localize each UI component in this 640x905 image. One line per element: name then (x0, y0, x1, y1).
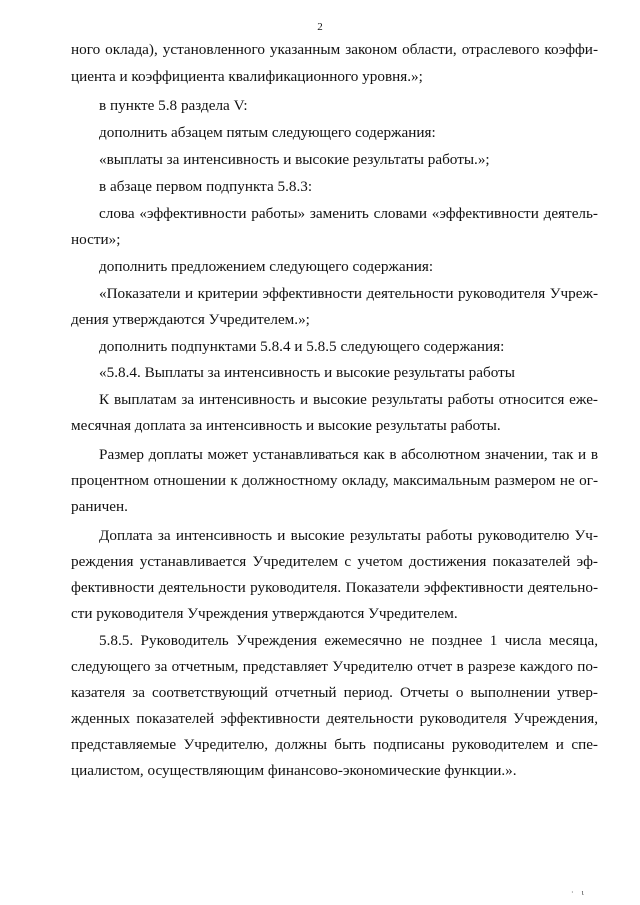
text-line: Размер доплаты может устанавливаться как в абсолютном значении, так и в (99, 446, 598, 463)
text-line: «5.8.4. Выплаты за интенсивность и высокие результаты работы (99, 364, 515, 381)
text-line: фективности деятельности руководителя. Показатели эффективности деятельно- (71, 579, 598, 596)
text-line: Доплата за интенсивность и высокие результаты работы руководителю Уч- (99, 527, 598, 544)
text-line: слова «эффективности работы» заменить словами «эффективности деятель- (99, 205, 598, 222)
text-line: в пункте 5.8 раздела V: (99, 97, 248, 114)
text-line: процентном отношении к должностному окладу, максимальным размером не ог- (71, 472, 598, 489)
text-line: циента и коэффициента квалификационного уровня.»; (71, 68, 423, 85)
text-line: жденных показателей эффективности деятельности руководителя Учреждения, (71, 710, 598, 727)
text-line: циалистом, осуществляющим финансово-экономические функции.». (71, 762, 517, 779)
text-line: «выплаты за интенсивность и высокие результаты работы.»; (99, 151, 490, 168)
page-number: 2 (317, 21, 323, 33)
text-line: сти руководителя Учреждения утверждаются Учредителем. (71, 605, 458, 622)
text-line: ного оклада), установленного указанным законом области, отраслевого коэффи- (71, 41, 598, 58)
text-line: дополнить предложением следующего содержания: (99, 258, 434, 275)
text-line: раничен. (71, 498, 128, 515)
text-line: 5.8.5. Руководитель Учреждения ежемесячно не позднее 1 числа месяца, (99, 632, 598, 649)
text-line: месячная доплата за интенсивность и высокие результаты работы. (71, 417, 501, 434)
text-line: представляемые Учредителю, должны быть подписаны руководителем и спе- (71, 736, 598, 753)
text-line: казателя за соответствующий отчетный период. Отчеты о выполнении утвер- (71, 684, 598, 701)
text-line: «Показатели и критерии эффективности деятельности руководителя Учреж- (99, 285, 598, 302)
corner-scan-mark: · ι (571, 888, 587, 897)
text-line: К выплатам за интенсивность и высокие результаты работы относится еже- (99, 391, 598, 408)
text-line: дополнить подпунктами 5.8.4 и 5.8.5 следующего содержания: (99, 338, 505, 355)
text-line: реждения устанавливается Учредителем с учетом достижения показателей эф- (71, 553, 598, 570)
text-line: дения утверждаются Учредителем.»; (71, 311, 310, 328)
text-line: в абзаце первом подпункта 5.8.3: (99, 178, 313, 195)
text-line: ности»; (71, 231, 121, 248)
text-line: дополнить абзацем пятым следующего содержания: (99, 124, 436, 141)
text-line: следующего за отчетным, представляет Учредителю отчет в разрезе каждого по- (71, 658, 598, 675)
